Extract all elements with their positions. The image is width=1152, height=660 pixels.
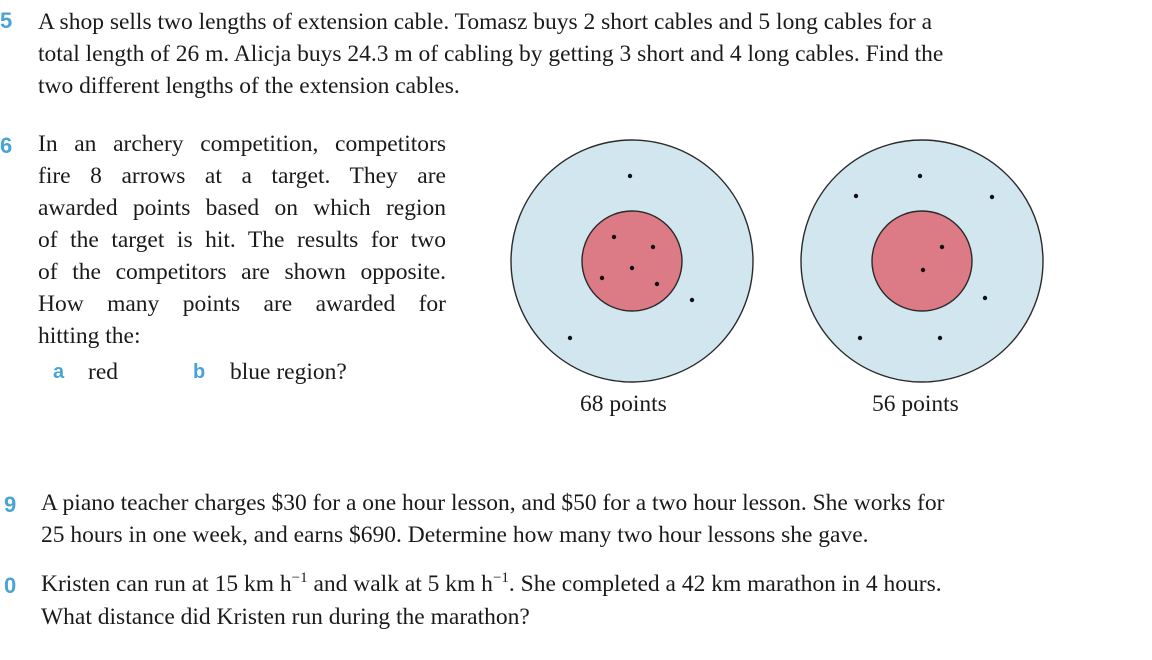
target-1 bbox=[511, 140, 753, 382]
arrow-hit bbox=[600, 276, 604, 280]
question-10-line-2: What distance did Kristen run during the marathon? bbox=[41, 604, 530, 630]
question-6-line-2: fire 8 arrows at a target. They are bbox=[38, 163, 446, 189]
arrow-hit bbox=[568, 336, 572, 340]
question-10-number: 0 bbox=[4, 573, 17, 598]
arrow-hit bbox=[858, 336, 862, 340]
question-5-line-1: A shop sells two lengths of extension cable. Tomasz buys 2 short cables and 5 long cables for a bbox=[38, 9, 933, 35]
question-6-line-1: In an archery competition, competitors bbox=[38, 131, 446, 157]
question-10-text-marathon: . She completed a 42 km marathon in 4 hours. bbox=[508, 571, 942, 597]
unit-exponent: −1 bbox=[492, 570, 509, 586]
unit-exponent: −1 bbox=[291, 570, 308, 586]
arrow-hit bbox=[918, 174, 922, 178]
question-5-line-3: two different lengths of the extension cables. bbox=[38, 73, 460, 99]
question-9-number: 9 bbox=[4, 492, 17, 517]
question-6-line-3: awarded points based on which region bbox=[38, 195, 446, 221]
question-5-number: 5 bbox=[0, 8, 13, 33]
question-10-text-walk: and walk at 5 km h bbox=[307, 571, 493, 597]
target-2-red-region bbox=[872, 211, 972, 311]
question-10-text-run: Kristen can run at 15 km h bbox=[41, 571, 292, 597]
arrow-hit bbox=[612, 235, 616, 239]
question-6-part-a-text: red bbox=[88, 359, 119, 385]
question-9-line-2: 25 hours in one week, and earns $690. Determine how many two hour lessons she gave. bbox=[41, 522, 869, 548]
question-9-line-1: A piano teacher charges $30 for a one hour lesson, and $50 for a two hour lesson. She works for bbox=[41, 490, 945, 516]
arrow-hit bbox=[990, 195, 994, 199]
question-6-line-5: of the competitors are shown opposite. bbox=[38, 259, 446, 285]
archery-targets-figure bbox=[500, 120, 1060, 390]
question-6-part-b-text: blue region? bbox=[230, 359, 347, 385]
question-6-line-4: of the target is hit. The results for two bbox=[38, 227, 446, 253]
question-6-part-b-label: b bbox=[193, 361, 206, 383]
question-5-line-2: total length of 26 m. Alicja buys 24.3 m of cabling by getting 3 short and 4 long cables. Find the bbox=[38, 41, 944, 67]
arrow-hit bbox=[655, 282, 659, 286]
question-6-line-7: hitting the: bbox=[38, 323, 141, 349]
target-2-caption: 56 points bbox=[872, 391, 959, 417]
question-6-line-6: How many points are awarded for bbox=[38, 291, 446, 317]
arrow-hit bbox=[630, 266, 634, 270]
arrow-hit bbox=[983, 296, 987, 300]
arrow-hit bbox=[628, 174, 632, 178]
question-6-number: 6 bbox=[0, 133, 13, 158]
target-2 bbox=[801, 140, 1043, 382]
arrow-hit bbox=[921, 268, 925, 272]
target-1-red-region bbox=[582, 211, 682, 311]
question-10-line-1 bbox=[41, 568, 942, 600]
arrow-hit bbox=[938, 336, 942, 340]
arrow-hit bbox=[940, 245, 944, 249]
arrow-hit bbox=[854, 194, 858, 198]
arrow-hit bbox=[651, 245, 655, 249]
question-6-part-a-label: a bbox=[53, 361, 65, 383]
target-1-caption: 68 points bbox=[580, 391, 667, 417]
arrow-hit bbox=[690, 298, 694, 302]
